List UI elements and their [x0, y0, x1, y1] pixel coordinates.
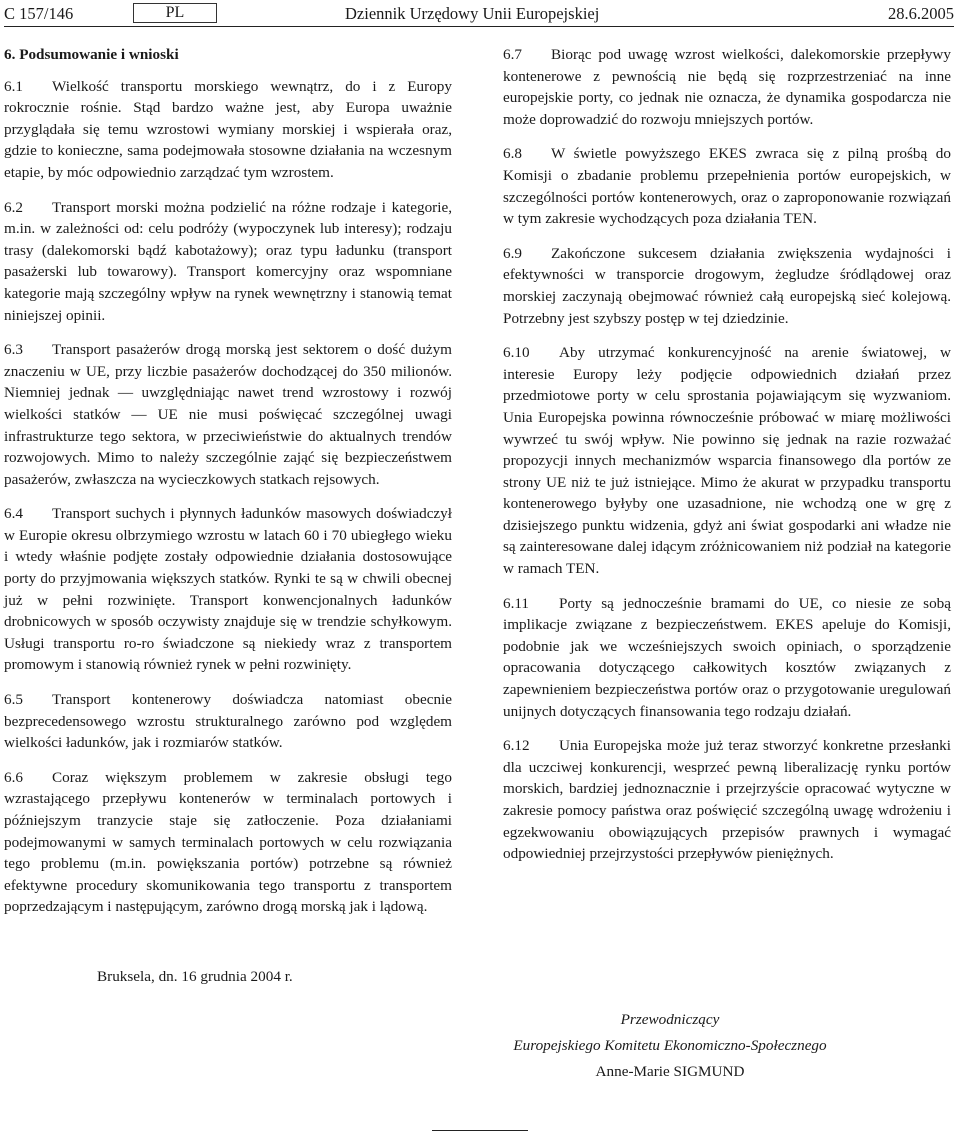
paragraph: [4, 689, 452, 754]
paragraph: [503, 342, 951, 580]
paragraph-text: Porty są jednocześnie bramami do UE, co niesie ze sobą implikacje związane z bezpieczeństwem. EKES apeluje do Komisji, podobnie jak we wcześniejszych swoich opiniach, o sporządzenie opracowania dotyczącego całkowitych kosztów związanych z zapewnieniem bezpieczeństwa portów oraz o przygotowanie uregulowań unijnych dotyczących finansowania tego rodzaju działań.: [503, 594, 951, 720]
paragraph-number: 6.9: [503, 244, 522, 262]
paragraph-number: 6.11: [503, 594, 530, 612]
header-divider: [4, 26, 954, 27]
paragraph: [4, 76, 452, 184]
paragraph-text: Wielkość transportu morskiego wewnątrz, do i z Europy rokrocznie rośnie. Stąd bardzo ważne jest, aby Europa uważnie przyglądała się temu wzrostowi wymiany morskiej i wspierała oraz, gdzie to konieczne, sama podejmowała stosowne działania na wczesnym etapie, by móc odpowiednio zarządzać tym wzrostem.: [4, 77, 452, 181]
signatory-role: Przewodniczący: [620, 1011, 720, 1028]
signatory-name: Anne-Marie SIGMUND: [595, 1063, 745, 1080]
paragraph-number: 6.8: [503, 145, 522, 163]
publication-date: 28.6.2005: [888, 4, 954, 23]
footer-divider: [432, 1130, 528, 1131]
paragraph: [503, 143, 951, 229]
paragraph-text: Biorąc pod uwagę wzrost wielkości, dalekomorskie przepływy kontenerowe z pewnością nie będą się rozprzestrzeniać na inne europejskie porty, co jednak nie oznacza, że dynamika gospodarcza nie może doprowadzić do rozwoju mniejszych portów.: [503, 46, 951, 128]
paragraph-text: Unia Europejska może już teraz stworzyć konkretne przesłanki dla uczciwej konkurencji, wesprzeć pewną liberalizację rynku portów morskich, bardziej jednoznacznie i przejrzyście opracować wytyczne w zakresie pomocy państwa oraz poświęcić szczególną uwagę wdrożeniu i egzekwowaniu obowiązujących przepisów prawnych i wymagać odpowiedniej przejrzystości przepływów pieniężnych.: [503, 737, 951, 863]
page-header: [0, 0, 960, 34]
place-and-date: Bruksela, dn. 16 grudnia 2004 r.: [97, 968, 293, 985]
paragraph: [4, 197, 452, 327]
page-reference: C 157/146: [4, 4, 74, 23]
section-title: 6. Podsumowanie i wnioski: [4, 46, 179, 63]
paragraph-number: 6.12: [503, 737, 530, 755]
paragraph: [503, 593, 951, 723]
paragraph-number: 6.2: [4, 198, 23, 216]
paragraph-text: Transport morski można podzielić na różne rodzaje i kategorie, m.in. w zależności od: celu podróży (wypoczynek lub interesy); rodzaju trasy (dalekomorski bądź kabotażowy); oraz typu ładunku (transport pasażerski lub towarowy). Transport komercyjny oraz wspomniane kategorie mają szczególny wpływ na rynek wewnętrzny i stanowią temat niniejszej opinii.: [4, 198, 452, 324]
paragraph: [4, 503, 452, 676]
paragraph-text: Coraz większym problemem w zakresie obsługi tego wzrastającego przepływu kontenerów w terminalach portowych i późniejszym tranzycie staje się zatłoczenie. Poza działaniami podejmowanymi w samych terminalach portowych w celu rozwiązania tego problemu (m.in. powiększania portów) potrzebne są również efektywne procedury skomunikowania tego transportu z transportem poprzedzającym i następującym, zarówno drogą morską jak i lądową.: [4, 768, 452, 916]
paragraph-number: 6.10: [503, 344, 530, 362]
paragraph-number: 6.3: [4, 341, 23, 359]
paragraph-number: 6.5: [4, 691, 23, 709]
paragraph: [503, 735, 951, 865]
paragraph-text: W świetle powyższego EKES zwraca się z pilną prośbą do Komisji o zbadanie problemu przepełnienia portów europejskich, w szczególności portów kontenerowych, oraz o zaproponowanie rozwiązań w tym zakresie wychodzących poza działania TEN.: [503, 145, 951, 228]
signatory-organization: Europejskiego Komitetu Ekonomiczno-Społecznego: [513, 1037, 827, 1054]
paragraph-number: 6.7: [503, 46, 522, 63]
paragraph-number: 6.6: [4, 768, 23, 786]
paragraph: [503, 44, 951, 130]
paragraph: [4, 767, 452, 918]
journal-title: Dziennik Urzędowy Unii Europejskiej: [345, 4, 600, 23]
paragraph-text: Transport kontenerowy doświadcza natomiast obecnie bezprecedensowego wzrostu strukturalnego zarówno pod względem wielkości ładunków, jak i rozmiarów statków.: [4, 691, 452, 752]
left-column: [4, 44, 452, 931]
language-badge: PL: [133, 3, 217, 23]
right-column: [503, 44, 951, 878]
paragraph-text: Zakończone sukcesem działania zwiększenia wydajności i efektywności w transporcie drogowym, żegludze śródlądowej oraz morskiej zaczynają obejmować również całą europejską sieć kolejową. Potrzebny jest szybszy postęp w tej dziedzinie.: [503, 244, 951, 327]
paragraph-text: Transport pasażerów drogą morską jest sektorem o dość dużym znaczeniu w UE, przy liczbie pasażerów dochodzącej do 350 milionów. Niemniej jednak — uwzględniając nawet trend wzrostowy i rozwój wielkości statków — UE nie musi poświęcać szczególnej uwagi infrastrukturze tego sektora, w przeciwieństwie do aktualnych trendów rozwojowych. Mimo to należy szczególnie zająć się bezpieczeństwem pasażerów, zwłaszcza na wycieczkowych statkach rejsowych.: [4, 341, 452, 488]
paragraph: [503, 243, 951, 329]
paragraph-text: Transport suchych i płynnych ładunków masowych doświadczył w Europie okresu olbrzymiego wzrostu w latach 60 i 70 ubiegłego wieku i wtedy właśnie podjęte zostały odpowiednie działania dostosowujące porty do przyjmowania większych statków. Rynki te są w chwili obecnej już w pełni rozwinięte. Transport konwencjonalnych ładunków drobnicowych w sposób oczywisty znajduje się w trendzie schyłkowym. Usługi transportu ro-ro świadczone są niekiedy wraz z transportem promowym i stanowią również rynek w pełni rozwinięty.: [4, 505, 452, 674]
paragraph: [4, 339, 452, 490]
paragraph-text: Aby utrzymać konkurencyjność na arenie światowej, w interesie Europy leży podjęcie odpowiednich działań przez przedmiotowe porty w celu sprostania pojawiającym się wyzwaniom. Unia Europejska powinna równocześnie próbować w miarę możliwości wywrzeć tu swój wpływ. Nie powinno się jednak na razie rozważać propozycji innych mechanizmów wsparcia finansowego dla portów ze strony UE niż te już istniejące. Mimo że akurat w przypadku transportu kontenerowego byłyby one uzasadnione, nie wchodzą one w grę z dzisiejszego punktu widzenia, gdyż ani świat gospodarki ani władze nie są zainteresowane dalej idącym zróżnicowaniem niż podział na kategorie w ramach TEN.: [503, 344, 951, 578]
paragraph-number: 6.1: [4, 77, 23, 95]
paragraph-number: 6.4: [4, 505, 23, 523]
